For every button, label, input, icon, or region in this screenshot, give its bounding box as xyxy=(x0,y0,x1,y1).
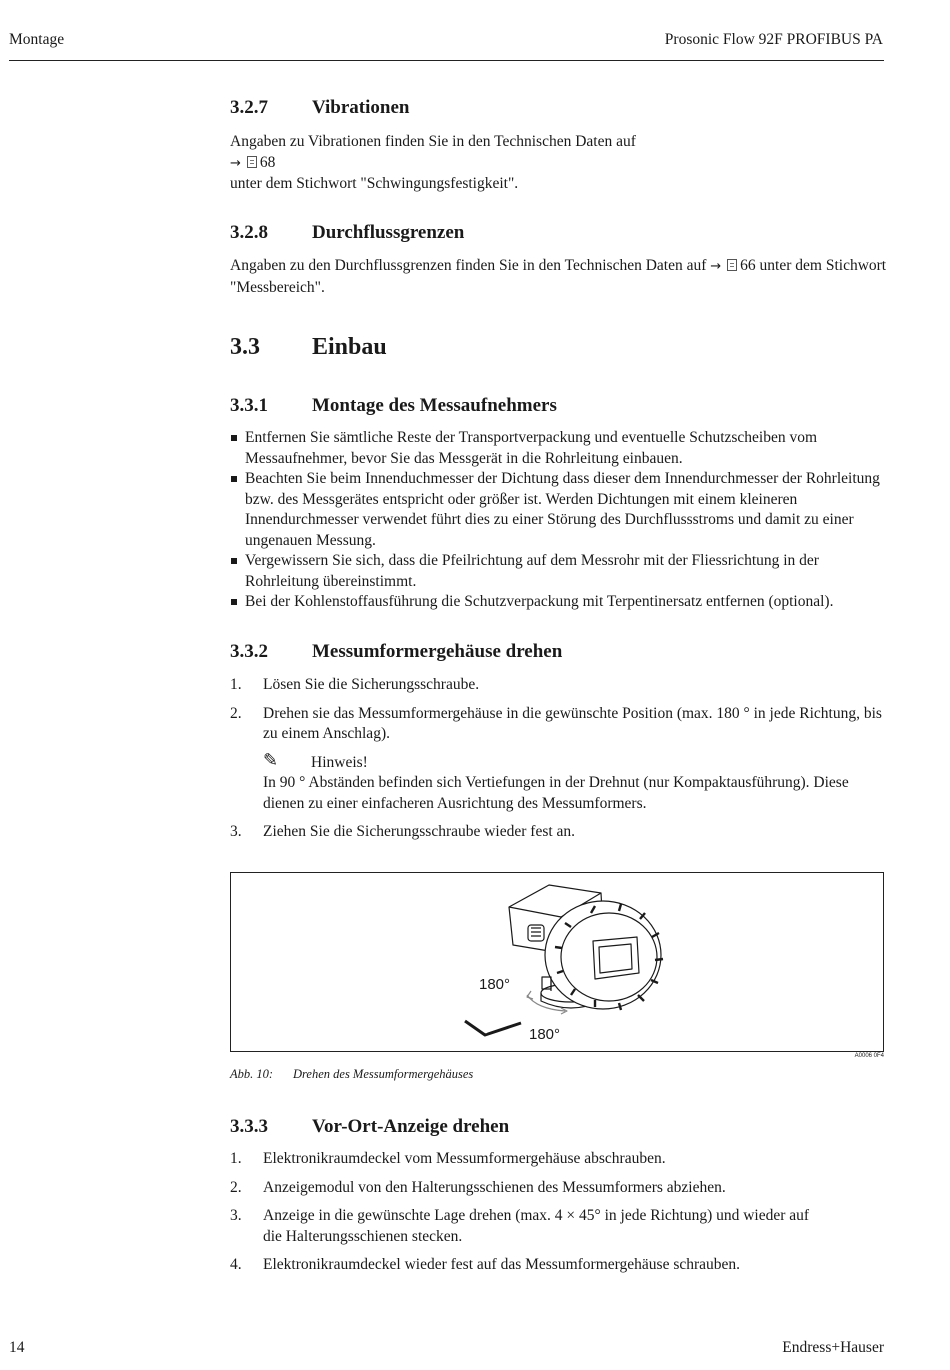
paragraph-line: unter dem Stichwort "Schwingungsfestigkeit". xyxy=(230,175,519,192)
heading-3-3 xyxy=(230,334,387,361)
caption-text: Drehen des Messumformergehäuses xyxy=(293,1067,474,1081)
list-item xyxy=(230,551,895,592)
steps-gehaeuse-drehen xyxy=(230,675,890,851)
step-number: 3. xyxy=(230,823,242,840)
arrow-right-icon: → xyxy=(230,155,241,171)
step-number: 1. xyxy=(230,676,242,693)
heading-3-3-3 xyxy=(230,1116,509,1138)
heading-number: 3.2.7 xyxy=(230,97,268,118)
page-reference-number: 68 xyxy=(259,153,276,171)
transmitter-rotation-illustration xyxy=(231,873,883,1051)
step-text: Elektronikraumdeckel vom Messumformergehäuse abschrauben. xyxy=(263,1150,666,1167)
step-item xyxy=(230,704,890,815)
footer-brand: Endress+Hauser xyxy=(782,1339,884,1356)
running-header-product: Prosonic Flow 92F PROFIBUS PA xyxy=(664,31,883,48)
page-icon xyxy=(247,156,257,168)
step-number: 2. xyxy=(230,704,242,722)
list-item xyxy=(230,469,895,551)
step-text: Anzeige in die gewünschte Lage drehen (max. 4 × 45° in jede Richtung) und wieder auf die Halterungsschienen stecken. xyxy=(263,1207,810,1245)
running-header-section: Montage xyxy=(9,31,65,48)
heading-title: Durchflussgrenzen xyxy=(312,222,465,243)
step-item xyxy=(230,822,890,843)
page-number: 14 xyxy=(9,1339,25,1356)
heading-3-3-2 xyxy=(230,641,562,663)
note-title: Hinweis! xyxy=(311,753,368,771)
bullet-square-icon xyxy=(231,435,237,441)
list-item-text: Entfernen Sie sämtliche Reste der Transportverpackung und eventuelle Schutzscheiben vom Messaufnehmer, bevor Sie das Messgerät in die Rohrleitung einbauen. xyxy=(245,429,818,467)
step-text: Ziehen Sie die Sicherungsschraube wieder fest an. xyxy=(263,823,576,840)
step-number: 2. xyxy=(230,1178,242,1196)
heading-3-3-1 xyxy=(230,395,557,417)
heading-number: 3.3.1 xyxy=(230,395,268,416)
paragraph-text: unter dem Stichwort "Messbereich". xyxy=(230,257,887,296)
header-rule xyxy=(9,60,884,61)
steps-anzeige-drehen xyxy=(230,1149,890,1284)
heading-title: Einbau xyxy=(312,334,387,360)
paragraph-vibrationen xyxy=(230,132,890,195)
heading-number: 3.3.2 xyxy=(230,641,268,662)
step-text: Drehen sie das Messumformergehäuse in die gewünschte Position (max. 180 ° in jede Richtung, bis zu einem Anschlag). xyxy=(263,704,882,742)
list-item-text: Beachten Sie beim Innenduchmesser der Dichtung dass dieser dem Innendurchmesser der Rohrleitung bzw. des Messgerätes entspricht oder größer ist. Werden Dichtungen mit einem kleineren Innendurchmesser verwendet führt dies zu einer Störung des Durchflussstroms und damit zu einer ungenauen Messung. xyxy=(245,470,880,549)
step-text: Anzeigemodul von den Halterungsschienen des Messumformers abziehen. xyxy=(263,1178,726,1196)
arrow-right-icon: → xyxy=(710,259,722,274)
list-item-text: Vergewissern Sie sich, dass die Pfeilrichtung auf dem Messrohr mit der Fliessrichtung in der Rohrleitung übereinstimmt. xyxy=(245,552,819,590)
heading-title: Vor-Ort-Anzeige drehen xyxy=(312,1116,510,1137)
heading-3-2-7 xyxy=(230,97,409,119)
caption-label: Abb. 10: xyxy=(230,1067,274,1081)
step-item xyxy=(230,1149,890,1170)
heading-title: Vibrationen xyxy=(312,97,410,118)
step-item xyxy=(230,675,890,696)
paragraph-durchflussgrenzen xyxy=(230,256,890,298)
step-number: 4. xyxy=(230,1256,242,1273)
list-item-text: Bei der Kohlenstoffausführung die Schutzverpackung mit Terpentinersatz entfernen (optional). xyxy=(245,593,834,610)
page-reference[interactable] xyxy=(710,257,755,274)
step-item xyxy=(230,1206,818,1247)
heading-3-2-8 xyxy=(230,222,464,244)
paragraph-line: Angaben zu Vibrationen finden Sie in den Technischen Daten auf xyxy=(230,133,636,150)
paragraph-text: Angaben zu den Durchflussgrenzen finden Sie in den Technischen Daten auf xyxy=(230,257,707,274)
list-item xyxy=(230,428,895,469)
figure-frame xyxy=(230,872,884,1052)
note-title-row xyxy=(263,749,890,774)
step-number: 3. xyxy=(230,1207,242,1224)
pencil-note-icon: ✎ xyxy=(263,749,279,771)
step-text: Lösen Sie die Sicherungsschraube. xyxy=(263,676,480,693)
heading-title: Montage des Messaufnehmers xyxy=(312,395,557,416)
heading-number: 3.2.8 xyxy=(230,222,268,243)
note-box xyxy=(263,749,890,815)
bullet-square-icon xyxy=(231,599,237,605)
bullet-square-icon xyxy=(231,476,237,482)
page-reference[interactable] xyxy=(230,153,890,175)
page-icon xyxy=(727,259,737,271)
step-item xyxy=(230,1178,890,1199)
list-item xyxy=(230,592,895,613)
step-text: Elektronikraumdeckel wieder fest auf das Messumformergehäuse schrauben. xyxy=(263,1256,741,1273)
heading-number: 3.3.3 xyxy=(230,1116,268,1137)
note-text: In 90 ° Abständen befinden sich Vertiefungen in der Drehnut (nur Kompaktausführung). Diese dienen zu einer einfacheren Ausrichtung des Messumformers. xyxy=(263,774,849,812)
rotation-label-lower: 180° xyxy=(529,1026,561,1043)
heading-title: Messumformergehäuse drehen xyxy=(312,641,563,662)
page-reference-number: 66 xyxy=(740,257,756,274)
step-number: 1. xyxy=(230,1150,242,1167)
rotation-label-upper: 180° xyxy=(479,976,511,993)
figure-code: A0006 0F4 xyxy=(854,1053,884,1059)
bullet-list-montage xyxy=(230,428,895,613)
step-item xyxy=(230,1255,890,1276)
heading-number: 3.3 xyxy=(230,334,260,360)
bullet-square-icon xyxy=(231,558,237,564)
figure-caption xyxy=(230,1067,473,1082)
